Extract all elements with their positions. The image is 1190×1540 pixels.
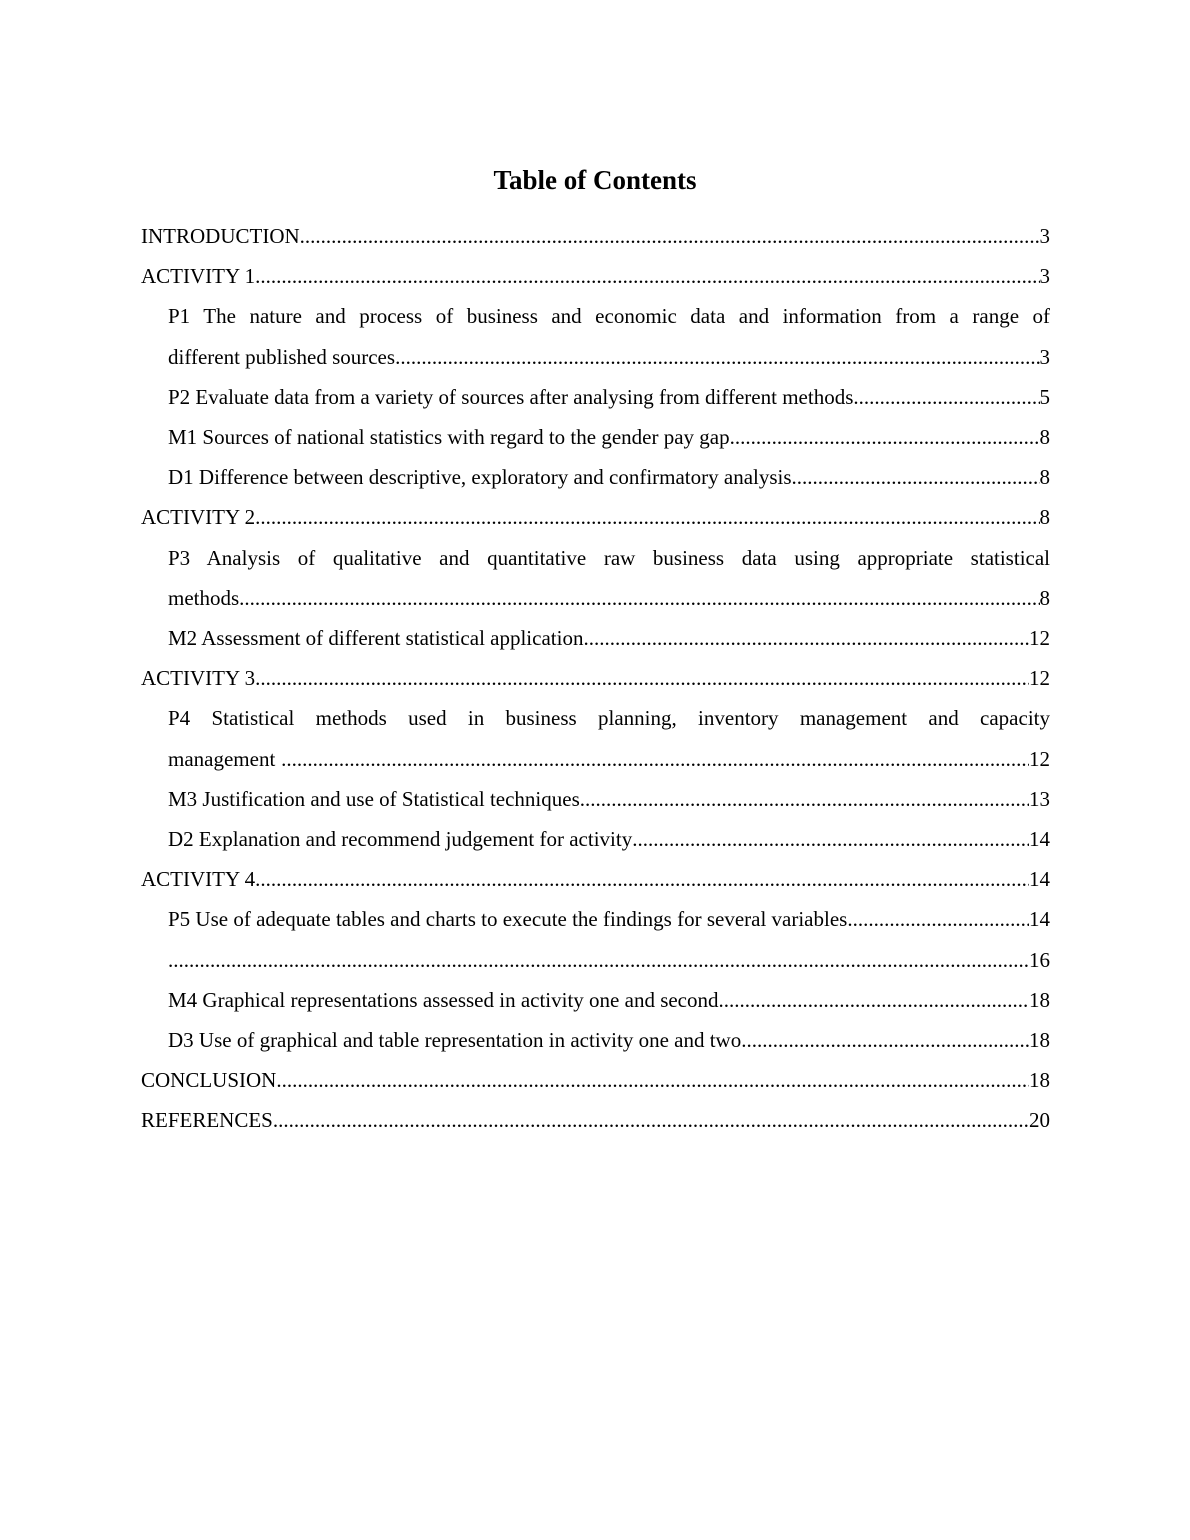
toc-entry-text-line2: management <box>168 746 276 771</box>
toc-entry-text: ACTIVITY 1 <box>141 264 256 289</box>
toc-leader <box>741 1020 1029 1060</box>
toc-entry-activity-2[interactable] <box>141 497 1050 537</box>
toc-entry-p1[interactable] <box>141 296 1050 376</box>
toc-leader <box>300 216 1040 256</box>
toc-entry-text: D3 Use of graphical and table representation in activity one and two <box>168 1028 742 1053</box>
toc-page-number: 8 <box>1039 425 1050 450</box>
toc-entry-text: REFERENCES <box>141 1108 273 1133</box>
toc-page-number: 18 <box>1029 1068 1050 1093</box>
toc-entry-p5[interactable] <box>141 899 1050 939</box>
toc-page-number: 8 <box>1039 465 1050 490</box>
toc-page-number: 3 <box>1039 224 1050 248</box>
toc-entry-text: M3 Justification and use of Statistical techniques <box>168 786 580 811</box>
toc-leader <box>281 739 1029 779</box>
toc-entry-text: P2 Evaluate data from a variety of sources after analysing from different methods <box>168 384 854 409</box>
toc-page-number: 12 <box>1029 666 1050 691</box>
toc-page-number: 3 <box>1039 344 1050 369</box>
toc-entry-line2 <box>168 739 1050 779</box>
toc-entry-text: INTRODUCTION <box>141 224 300 248</box>
toc-leader <box>792 457 1040 497</box>
toc-entry-text: ACTIVITY 4 <box>141 867 256 892</box>
toc-entry-text: D2 Explanation and recommend judgement for activity <box>168 827 633 852</box>
toc-leader <box>255 658 1029 698</box>
toc-leader <box>583 618 1029 658</box>
toc-entry-activity-4[interactable] <box>141 859 1050 899</box>
toc-entry-p2[interactable] <box>141 377 1050 417</box>
toc-leader <box>239 578 1039 618</box>
toc-page-number: 14 <box>1029 867 1050 892</box>
toc-entry-d1[interactable] <box>141 457 1050 497</box>
toc-entry-m1[interactable] <box>141 417 1050 457</box>
toc-page-number: 12 <box>1029 626 1050 651</box>
toc-leader <box>632 819 1029 859</box>
toc-entry-p3[interactable] <box>141 538 1050 618</box>
toc-leader <box>255 497 1039 537</box>
toc-page-number: 8 <box>1039 505 1050 530</box>
toc-entry-m3[interactable] <box>141 779 1050 819</box>
toc-page-number: 8 <box>1039 585 1050 610</box>
toc-entry-m4[interactable] <box>141 980 1050 1020</box>
toc-page-number: 20 <box>1029 1108 1050 1133</box>
toc-entry-d3[interactable] <box>141 1020 1050 1060</box>
toc-leader <box>853 377 1039 417</box>
toc-entry-untitled[interactable] <box>141 940 1050 980</box>
toc-leader <box>255 859 1029 899</box>
toc-entry-text-line2: methods <box>168 585 240 610</box>
toc-leader <box>730 417 1040 457</box>
toc-entry-activity-1[interactable] <box>141 256 1050 296</box>
toc-entry-text: M4 Graphical representations assessed in activity one and second <box>168 987 719 1012</box>
toc-leader <box>168 940 1029 980</box>
toc-leader <box>580 779 1029 819</box>
toc-page-number: 5 <box>1039 384 1050 409</box>
toc-page-number: 12 <box>1029 746 1050 771</box>
toc-entry-text: ACTIVITY 2 <box>141 505 256 530</box>
toc-entry-text-line1: P1 The nature and process of business and economic data and information from a range of <box>168 304 1050 329</box>
toc-leader <box>847 899 1029 939</box>
toc-page-number: 3 <box>1039 264 1050 289</box>
toc-entry-text: M1 Sources of national statistics with regard to the gender pay gap <box>168 425 730 450</box>
toc-entry-line2 <box>168 337 1050 377</box>
toc-entry-d2[interactable] <box>141 819 1050 859</box>
toc-page-number: 14 <box>1029 827 1050 852</box>
toc-entry-text-line1: P4 Statistical methods used in business planning, inventory management and capacity <box>168 706 1050 731</box>
toc-page-number: 14 <box>1029 907 1050 932</box>
toc-leader <box>273 1100 1029 1140</box>
toc-entry-text: M2 Assessment of different statistical application <box>168 626 584 651</box>
toc-page-number: 18 <box>1029 987 1050 1012</box>
toc-list <box>141 216 1050 1141</box>
toc-entry-conclusion[interactable] <box>141 1060 1050 1100</box>
toc-entry-text: D1 Difference between descriptive, exploratory and confirmatory analysis <box>168 465 792 490</box>
toc-leader <box>255 256 1039 296</box>
toc-entry-m2[interactable] <box>141 618 1050 658</box>
toc-entry-text: CONCLUSION <box>141 1068 277 1093</box>
toc-leader <box>719 980 1029 1020</box>
toc-page-number: 13 <box>1029 786 1050 811</box>
toc-entry-text-line1: P3 Analysis of qualitative and quantitative raw business data using appropriate statistical <box>168 545 1050 570</box>
toc-title: Table of Contents <box>493 165 697 195</box>
toc-entry-text: ACTIVITY 3 <box>141 666 256 691</box>
toc-entry-introduction[interactable] <box>141 216 1050 256</box>
toc-entry-text: P5 Use of adequate tables and charts to execute the findings for several variables <box>168 907 848 932</box>
toc-entry-line2 <box>168 578 1050 618</box>
toc-entry-references[interactable] <box>141 1100 1050 1140</box>
toc-entry-activity-3[interactable] <box>141 658 1050 698</box>
toc-entry-text-line2: different published sources <box>168 344 396 369</box>
toc-leader <box>395 337 1039 377</box>
toc-page-number: 16 <box>1029 947 1050 972</box>
toc-leader <box>276 1060 1029 1100</box>
toc-entry-p4[interactable] <box>141 698 1050 778</box>
toc-page-number: 18 <box>1029 1028 1050 1053</box>
